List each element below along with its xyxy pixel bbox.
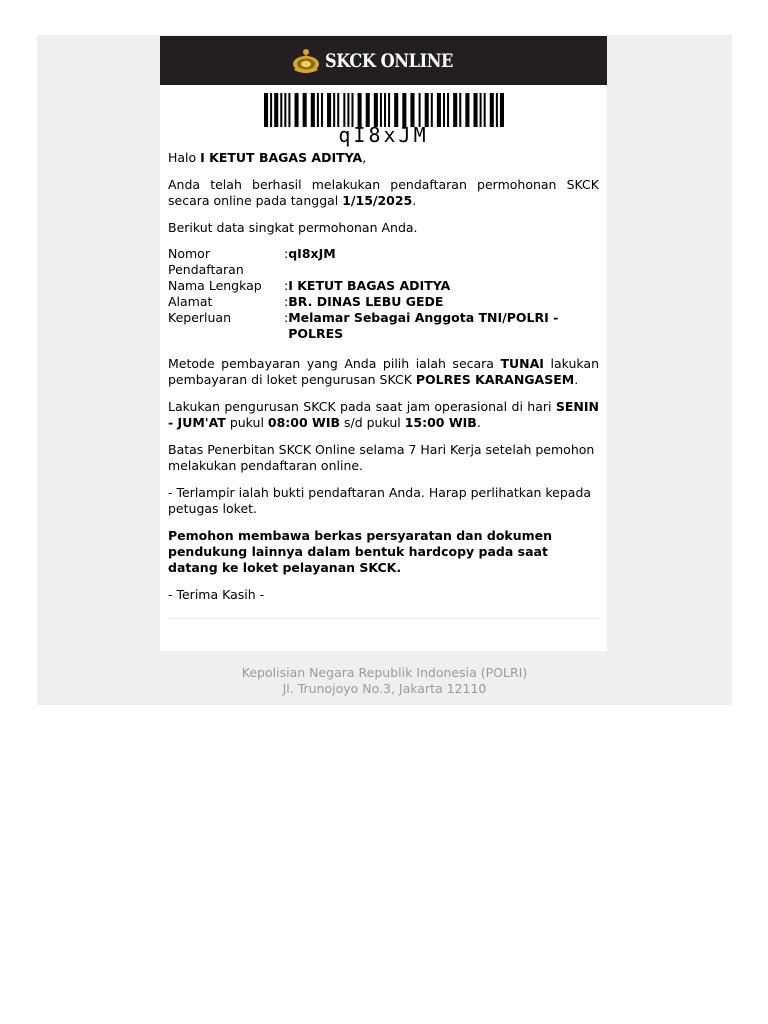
detail-label: Alamat <box>168 294 213 309</box>
table-row: Alamat : BR. DINAS LEBU GEDE <box>168 294 578 310</box>
barcode-code: qI8xJM <box>338 123 429 147</box>
barcode-bar <box>270 93 272 127</box>
barcode-bar <box>288 93 290 127</box>
email-card <box>160 36 607 651</box>
email-background <box>37 35 732 705</box>
barcode-bar <box>410 93 414 127</box>
detail-label: Nama Lengkap <box>168 278 262 293</box>
intro-paragraph: Anda telah berhasil melakukan pendaftaran permohonan SKCK secara online pada tanggal 1/15/2025. <box>168 177 599 208</box>
barcode-bar <box>379 93 381 127</box>
table-row: Keperluan : Melamar Sebagai Anggota TNI/POLRI - POLRES <box>168 310 578 342</box>
deadline-paragraph: Batas Penerbitan SKCK Online selama 7 Hari Kerja setelah pemohon melakukan pendaftaran online. <box>168 442 595 473</box>
closing-time: 15:00 WIB <box>404 415 477 430</box>
brand-title: SKCK ONLINE <box>325 49 454 72</box>
barcode-bar <box>357 93 361 127</box>
header-logo <box>291 48 476 74</box>
barcode-bar <box>459 93 461 127</box>
barcode-bar <box>320 93 322 127</box>
applicant-name: I KETUT BAGAS ADITYA <box>200 150 363 165</box>
barcode-bar <box>430 93 432 127</box>
barcode-bar <box>333 93 335 127</box>
barcode-bar <box>453 93 457 127</box>
barcode-bar <box>373 93 377 127</box>
barcode-bar <box>447 93 449 127</box>
barcode-bar <box>489 93 493 127</box>
barcode-bar <box>436 93 440 127</box>
barcode-bar <box>424 93 428 127</box>
notice-paragraph: Pemohon membawa berkas persyaratan dan dokumen pendukung lainnya dalam bentuk hardcopy pada saat datang ke loket pelayanan SKCK. <box>168 528 553 575</box>
barcode-bar <box>264 93 268 127</box>
barcode-bar <box>347 93 349 127</box>
table-row: Nomor Pendaftaran : qI8xJM <box>168 246 578 278</box>
footer-address: Jl. Trunojoyo No.3, Jakarta 12110 <box>282 681 487 696</box>
greeting: Halo I KETUT BAGAS ADITYA, <box>168 150 367 165</box>
barcode-bar <box>442 93 444 127</box>
barcode-bar <box>495 93 497 127</box>
footer-organization: Kepolisian Negara Republik Indonesia (POLRI) <box>241 665 528 680</box>
opening-time: 08:00 WIB <box>267 415 341 430</box>
barcode-bar <box>402 93 406 127</box>
detail-value: Melamar Sebagai Anggota TNI/POLRI - POLRES <box>288 310 559 341</box>
barcode-bar <box>473 93 477 127</box>
payment-method: TUNAI <box>500 356 544 371</box>
registration-barcode <box>160 93 607 146</box>
operating-days: SENIN - JUM'AT <box>168 399 599 430</box>
barcode-bar <box>327 93 331 127</box>
polri-emblem-icon <box>291 48 321 74</box>
barcode-bar <box>316 93 318 127</box>
email-header <box>160 36 607 85</box>
barcode-bar <box>351 93 353 127</box>
barcode-bar <box>343 93 345 127</box>
payment-paragraph: Metode pembayaran yang Anda pilih ialah secara TUNAI lakukan pembayaran di loket pengurusan SKCK POLRES KARANGASEM. <box>168 356 600 387</box>
detail-value: I KETUT BAGAS ADITYA <box>288 278 451 293</box>
barcode-bar <box>418 93 420 127</box>
detail-value: qI8xJM <box>288 246 336 261</box>
barcode-bar <box>465 93 469 127</box>
barcode-bar <box>280 93 282 127</box>
email-body <box>160 150 607 603</box>
registration-date: 1/15/2025 <box>342 193 413 208</box>
detail-value: BR. DINAS LEBU GEDE <box>288 294 444 309</box>
barcode-bar <box>294 93 298 127</box>
barcode-bar <box>499 93 503 127</box>
barcode-bar <box>302 93 306 127</box>
barcode-bar <box>394 93 398 127</box>
closing-text: - Terima Kasih - <box>168 587 265 602</box>
barcode-bar <box>310 93 314 127</box>
barcode-bar <box>284 93 286 127</box>
barcode-image <box>264 93 504 127</box>
summary-heading: Berikut data singkat permohonan Anda. <box>168 220 418 235</box>
barcode-bar <box>388 93 390 127</box>
barcode-bar <box>365 93 369 127</box>
barcode-bar <box>479 93 481 127</box>
email-footer <box>37 665 732 697</box>
payment-office: POLRES KARANGASEM <box>415 372 575 387</box>
barcode-bar <box>483 93 485 127</box>
attachment-paragraph: - Terlampir ialah bukti pendaftaran Anda. Harap perlihatkan kepada petugas loket. <box>168 485 592 516</box>
registration-details-table <box>168 246 578 342</box>
barcode-bar <box>274 93 278 127</box>
detail-label: Keperluan <box>168 310 232 325</box>
hours-paragraph: Lakukan pengurusan SKCK pada saat jam operasional di hari SENIN - JUM'AT pukul 08:00 WIB s/d pukul 15:00 WIB. <box>168 399 599 430</box>
divider <box>168 618 599 619</box>
barcode-bar <box>337 93 339 127</box>
table-row: Nama Lengkap : I KETUT BAGAS ADITYA <box>168 278 578 294</box>
detail-label: Nomor Pendaftaran <box>168 246 244 277</box>
barcode-bar <box>384 93 386 127</box>
